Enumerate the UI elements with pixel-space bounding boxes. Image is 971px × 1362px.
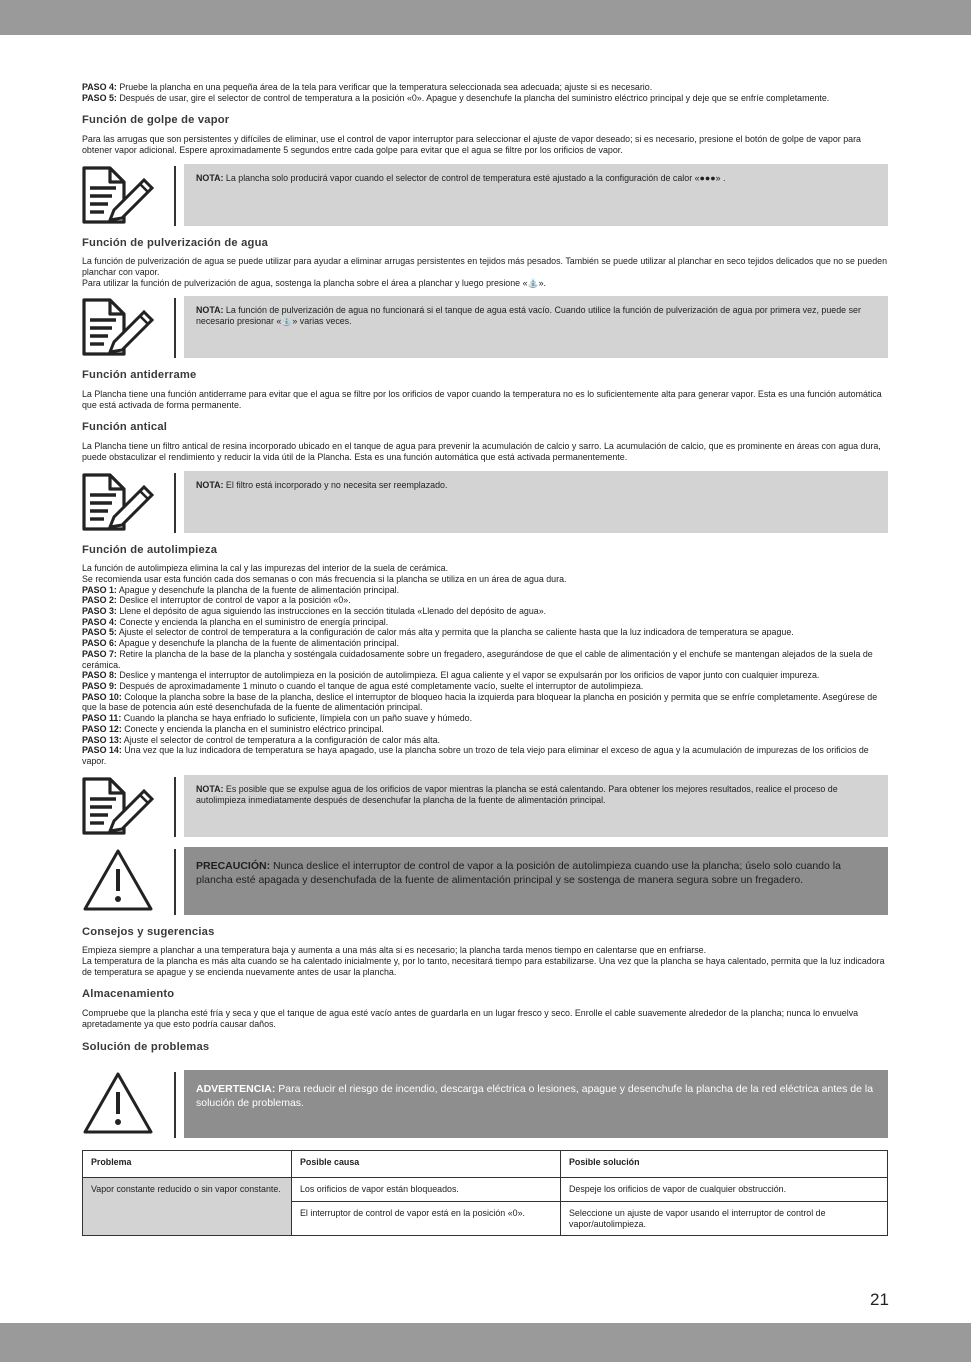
step-text: Coloque la plancha sobre la base de la plancha, deslice el interruptor de bloqueo hacia la izquierda para bloquear la plancha en posición y permita que se enfríe completamente. Asegúrese de que la base de potencia aún esté desenchufada de la fuente de alimentación principal. xyxy=(82,691,878,713)
step-text: Llene el depósito de agua siguiendo las instrucciones en la sección titulada «Llenado del depósito de agua». xyxy=(116,606,547,617)
selfclean-step xyxy=(82,735,888,746)
selfclean-intro-2: Se recomienda usar esta función cada dos semanas o con más frecuencia si la plancha se utiliza en un área de agua dura. xyxy=(82,573,567,584)
tips-body-2: La temperatura de la plancha es más alta cuando se ha calentado inicialmente y, por lo tanto, necesitará tiempo para estabilizarse. Una vez que la plancha se haya calentado, permita que la luz indicadora de temperatura se apague y se encienda nuevamente antes de usar la plancha. xyxy=(82,956,885,977)
step-label: PASO 10: xyxy=(82,691,122,702)
note-pencil-icon xyxy=(82,296,174,358)
note-anticalc xyxy=(82,471,888,533)
warning-trouble xyxy=(82,1070,888,1138)
warning-label: ADVERTENCIA: xyxy=(196,1083,276,1096)
step-text: Ajuste el selector de control de temperatura a la configuración de calor más alta. xyxy=(121,734,440,745)
column-header: Posible causa xyxy=(292,1151,561,1178)
note-label: NOTA: xyxy=(196,172,224,183)
selfclean-step xyxy=(82,595,888,606)
step-label: PASO 5: xyxy=(82,627,117,638)
note-box xyxy=(184,775,888,837)
selfclean-step xyxy=(82,745,888,766)
step-text: Deslice y mantenga el interruptor de autolimpieza en la posición de autolimpieza. El agua caliente y el vapor se expulsarán por los orificios de vapor junto con cualquier impureza. xyxy=(116,670,820,681)
solution-cell: Despeje los orificios de vapor de cualquier obstrucción. xyxy=(561,1178,888,1202)
step-label: PASO 13: xyxy=(82,734,122,745)
warning-triangle-icon xyxy=(82,847,174,913)
note-text: El filtro está incorporado y no necesita ser reemplazado. xyxy=(223,479,448,490)
page-number: 21 xyxy=(870,1290,889,1309)
step-label: PASO 4: xyxy=(82,82,117,92)
note-pencil-icon xyxy=(82,775,174,837)
solution-cell: Seleccione un ajuste de vapor usando el interruptor de control de vapor/autolimpieza. xyxy=(561,1201,888,1235)
table-row xyxy=(83,1178,888,1202)
step-text: Retire la plancha de la base de la plancha y sosténgala cuidadosamente sobre un fregadero, asegurándose de que el cable de alimentación y el enchufe se mantengan alejados de la suela de cerámica. xyxy=(82,648,873,670)
note-box xyxy=(184,296,888,358)
note-box xyxy=(184,164,888,226)
note-label: NOTA: xyxy=(196,305,224,316)
column-header: Posible solución xyxy=(561,1151,888,1178)
step-label: PASO 3: xyxy=(82,606,117,617)
step-label: PASO 9: xyxy=(82,680,117,691)
step-label: PASO 11: xyxy=(82,713,122,724)
step-label: PASO 2: xyxy=(82,595,117,606)
step-label: PASO 14: xyxy=(82,745,122,756)
step-label: PASO 6: xyxy=(82,638,117,649)
step-text: Pruebe la plancha en una pequeña área de la tela para verificar que la temperatura seleccionada sea adecuada; ajuste si es necesario. xyxy=(116,82,653,92)
column-header: Problema xyxy=(83,1151,292,1178)
step-text: Conecte y encienda la plancha en el suministro eléctrico principal. xyxy=(121,723,384,734)
step-text: Apague y desenchufe la plancha de la fuente de alimentación principal. xyxy=(116,584,400,595)
step-text: Deslice el interruptor de control de vapor a la posición «0». xyxy=(116,595,351,606)
selfclean-step xyxy=(82,713,888,724)
selfclean-step xyxy=(82,649,888,670)
selfclean-step xyxy=(82,617,888,628)
note-steam-burst xyxy=(82,164,888,226)
note-text: Es posible que se expulse agua de los orificios de vapor mientras la plancha se está calentando. Para obtener los mejores resultados, realice el proceso de autolimpieza inmediatamente después de desenchufar la plancha de la fuente de alimentación principal. xyxy=(196,783,838,805)
page-content xyxy=(82,82,888,1236)
selfclean-step xyxy=(82,670,888,681)
storage-body: Compruebe que la plancha esté fría y seca y que el tanque de agua esté vacío antes de guardarla en un lugar fresco y seco. Enrolle el cable suavemente alrededor de la plancha; nunca lo envuelva apretadamente ya que esto podría causar daños. xyxy=(82,1008,859,1029)
trouble-table xyxy=(82,1150,888,1236)
footer-band xyxy=(0,1323,971,1362)
selfclean-intro-1: La función de autolimpieza elimina la cal y las impurezas del interior de la suela de cerámica. xyxy=(82,563,449,574)
note-selfclean xyxy=(82,775,888,837)
cause-cell: El interruptor de control de vapor está en la posición «0». xyxy=(292,1201,561,1235)
problem-cell: Vapor constante reducido o sin vapor constante. xyxy=(83,1178,292,1236)
heading-spray: Función de pulverización de agua xyxy=(82,236,269,249)
warning-triangle-icon xyxy=(82,1070,174,1136)
anticalc-body: La Plancha tiene un filtro antical de resina incorporado ubicado en el tanque de agua para prevenir la acumulación de calcio y sarro. La acumulación de calcio, que es prominente en áreas con agua dura, puede obstaculizar el rendimiento y reducir la vida útil de la Plancha. Esta es una función automática que está activada permanentemente. xyxy=(82,441,881,462)
note-spray xyxy=(82,296,888,358)
warning-box xyxy=(184,1070,888,1138)
header-band xyxy=(0,0,971,35)
step-label: PASO 1: xyxy=(82,584,117,595)
warning-text: Para reducir el riesgo de incendio, descarga eléctrica o lesiones, apague y desenchufe la plancha de la red eléctrica antes de la solución de problemas. xyxy=(196,1083,874,1110)
step-label: PASO 8: xyxy=(82,670,117,681)
caution-label: PRECAUCIÓN: xyxy=(196,859,271,872)
heading-antidrip: Función antiderrame xyxy=(82,369,197,382)
selfclean-step xyxy=(82,606,888,617)
note-text: La plancha solo producirá vapor cuando el selector de control de temperatura esté ajustado a la configuración de calor «●●●» . xyxy=(223,172,726,183)
step-text: Después de aproximadamente 1 minuto o cuando el tanque de agua esté completamente vacío, suelte el interruptor de autolimpieza. xyxy=(116,680,644,691)
note-label: NOTA: xyxy=(196,479,224,490)
note-divider xyxy=(174,473,176,533)
heading-anticalc: Función antical xyxy=(82,421,168,434)
step-text: Conecte y encienda la plancha en el suministro de energía principal. xyxy=(116,616,389,627)
step-label: PASO 4: xyxy=(82,616,117,627)
antidrip-body: La Plancha tiene una función antiderrame para evitar que el agua se filtre por los orificios de vapor cuando la temperatura no es lo suficientemente alta para generar vapor. Esta es una función automática que está activada de forma permanente. xyxy=(82,389,882,410)
tips-body-1: Empieza siempre a planchar a una temperatura baja y aumenta a una más alta si es necesario; la plancha tarda menos tiempo en calentarse que en enfriarse. xyxy=(82,945,707,956)
intro-step-4 xyxy=(82,82,888,93)
cause-cell: Los orificios de vapor están bloqueados. xyxy=(292,1178,561,1202)
selfclean-step xyxy=(82,681,888,692)
note-pencil-icon xyxy=(82,164,174,226)
step-label: PASO 12: xyxy=(82,723,122,734)
heading-steam-burst: Función de golpe de vapor xyxy=(82,114,230,127)
caution-divider xyxy=(174,849,176,915)
step-text: Apague y desenchufe la plancha de la fuente de alimentación principal. xyxy=(116,638,400,649)
heading-selfclean: Función de autolimpieza xyxy=(82,543,218,556)
selfclean-step xyxy=(82,627,888,638)
note-pencil-icon xyxy=(82,471,174,533)
step-text: Ajuste el selector de control de temperatura a la configuración de calor más alta y permita que la plancha se caliente hasta que la luz indicadora de temperatura se apague. xyxy=(116,627,794,638)
note-divider xyxy=(174,166,176,226)
warning-divider xyxy=(174,1072,176,1138)
note-label: NOTA: xyxy=(196,783,224,794)
steam-burst-body: Para las arrugas que son persistentes y difíciles de eliminar, use el control de vapor interruptor para seleccionar el ajuste de vapor deseado; si es necesario, presione el botón de golpe de vapor para obtener vapor adicional. Espere aproximadamente 5 segundos entre cada golpe para evitar que el agua se filtre por los orificios de vapor. xyxy=(82,134,861,155)
note-box xyxy=(184,471,888,533)
heading-tips: Consejos y sugerencias xyxy=(82,925,215,938)
spray-body-2: Para utilizar la función de pulverización de agua, sostenga la plancha sobre el área a planchar y luego presione «⛲». xyxy=(82,277,546,288)
step-text: Una vez que la luz indicadora de temperatura se haya apagado, use la plancha sobre un trozo de tela viejo para eliminar el exceso de agua y la acumulación de impurezas de los orificios de vapor. xyxy=(82,745,869,766)
spray-body-1: La función de pulverización de agua se puede utilizar para ayudar a eliminar arrugas persistentes en tejidos más pesados. También se puede utilizar al planchar en seco tejidos delicados que no se pueden planchar con vapor. xyxy=(82,256,888,277)
table-header-row xyxy=(83,1151,888,1178)
selfclean-step xyxy=(82,585,888,596)
step-text: Cuando la plancha se haya enfriado lo suficiente, límpiela con un paño suave y húmedo. xyxy=(121,713,473,724)
selfclean-step xyxy=(82,724,888,735)
step-label: PASO 5: xyxy=(82,92,117,103)
caution-selfclean xyxy=(82,847,888,915)
caution-text: Nunca deslice el interruptor de control de vapor a la posición de autolimpieza cuando use la plancha; úselo solo cuando la plancha esté apagada y desenchufada de la fuente de alimentación principal y se sostenga de manera segura sobre un fregadero. xyxy=(196,859,841,886)
heading-trouble: Solución de problemas xyxy=(82,1040,210,1053)
caution-box xyxy=(184,847,888,915)
step-text: Después de usar, gire el selector de control de temperatura a la posición «0». Apague y desenchufe la plancha del suministro eléctrico principal y deje que se enfríe completamente. xyxy=(116,92,830,103)
note-divider xyxy=(174,777,176,837)
selfclean-step xyxy=(82,638,888,649)
selfclean-step xyxy=(82,692,888,713)
intro-step-5 xyxy=(82,93,888,104)
note-divider xyxy=(174,298,176,358)
note-text: La función de pulverización de agua no funcionará si el tanque de agua está vacío. Cuando utilice la función de pulverización de agua por primera vez, puede ser necesario presionar «⛲» varias veces. xyxy=(196,305,861,327)
heading-storage: Almacenamiento xyxy=(82,988,175,1001)
step-label: PASO 7: xyxy=(82,648,117,659)
